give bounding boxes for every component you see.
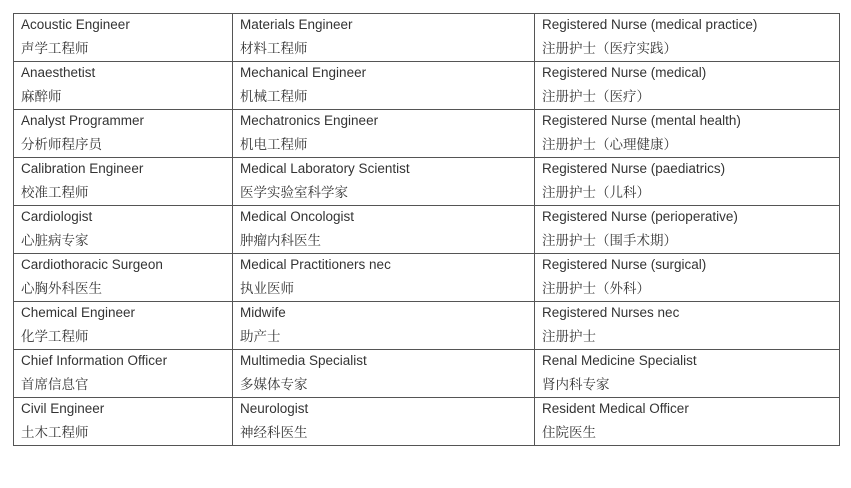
- occupation-en: Medical Laboratory Scientist: [240, 161, 410, 176]
- occupation-en: Anaesthetist: [21, 65, 96, 80]
- occupation-zh: 肾内科专家: [542, 377, 610, 393]
- occupation-zh: 分析师程序员: [21, 137, 102, 153]
- table-cell: [233, 398, 535, 446]
- occupation-en: Registered Nurse (paediatrics): [542, 161, 726, 176]
- table-cell: [14, 62, 233, 110]
- occupation-en: Medical Practitioners nec: [240, 257, 391, 272]
- occupation-zh: 心胸外科医生: [21, 281, 102, 297]
- table-row: [14, 398, 840, 446]
- table-cell: [233, 302, 535, 350]
- occupation-en: Registered Nurses nec: [542, 305, 680, 320]
- occupation-zh: 肿瘤内科医生: [240, 233, 321, 249]
- table-cell: [233, 14, 535, 62]
- table-row: [14, 254, 840, 302]
- table-cell: [233, 158, 535, 206]
- occupation-zh: 神经科医生: [240, 425, 308, 441]
- occupation-zh: 执业医师: [240, 281, 294, 297]
- table-cell: [14, 110, 233, 158]
- occupation-table-body: [14, 14, 840, 446]
- table-row: [14, 206, 840, 254]
- occupation-zh: 材料工程师: [240, 41, 308, 57]
- table-cell: [535, 350, 840, 398]
- occupation-en: Medical Oncologist: [240, 209, 355, 224]
- table-cell: [535, 158, 840, 206]
- occupation-zh: 注册护士（围手术期）: [542, 233, 677, 249]
- occupation-zh: 化学工程师: [21, 329, 89, 345]
- occupation-en: Registered Nurse (medical): [542, 65, 707, 80]
- occupation-en: Registered Nurse (perioperative): [542, 209, 738, 224]
- occupation-zh: 住院医生: [542, 425, 596, 441]
- occupation-en: Mechanical Engineer: [240, 65, 367, 80]
- occupation-zh: 医学实验室科学家: [240, 185, 348, 201]
- occupation-zh: 声学工程师: [21, 41, 89, 57]
- occupation-zh: 机械工程师: [240, 89, 308, 105]
- table-cell: [233, 206, 535, 254]
- table-cell: [14, 158, 233, 206]
- occupation-en: Acoustic Engineer: [21, 17, 130, 32]
- table-cell: [14, 206, 233, 254]
- occupation-table: [13, 13, 840, 446]
- occupation-en: Cardiothoracic Surgeon: [21, 257, 163, 272]
- occupation-en: Chief Information Officer: [21, 353, 168, 368]
- occupation-zh: 心脏病专家: [21, 233, 89, 249]
- table-cell: [233, 254, 535, 302]
- table-row: [14, 350, 840, 398]
- occupation-en: Midwife: [240, 305, 286, 320]
- occupation-zh: 助产士: [240, 329, 281, 345]
- table-cell: [535, 398, 840, 446]
- occupation-en: Analyst Programmer: [21, 113, 145, 128]
- occupation-en: Cardiologist: [21, 209, 93, 224]
- occupation-en: Registered Nurse (medical practice): [542, 17, 758, 32]
- table-row: [14, 110, 840, 158]
- occupation-en: Renal Medicine Specialist: [542, 353, 697, 368]
- table-cell: [14, 398, 233, 446]
- occupation-en: Chemical Engineer: [21, 305, 136, 320]
- occupation-en: Resident Medical Officer: [542, 401, 689, 416]
- occupation-en: Registered Nurse (surgical): [542, 257, 707, 272]
- table-cell: [535, 206, 840, 254]
- occupation-zh: 麻醉师: [21, 89, 62, 105]
- table-cell: [535, 302, 840, 350]
- occupation-en: Calibration Engineer: [21, 161, 144, 176]
- occupation-zh: 校准工程师: [21, 185, 89, 201]
- occupation-zh: 多媒体专家: [240, 377, 308, 393]
- occupation-zh: 注册护士（医疗实践）: [542, 41, 677, 57]
- occupation-zh: 注册护士（儿科）: [542, 185, 650, 201]
- table-cell: [535, 62, 840, 110]
- occupation-zh: 注册护士: [542, 329, 596, 345]
- table-cell: [14, 350, 233, 398]
- occupation-en: Materials Engineer: [240, 17, 353, 32]
- table-cell: [233, 110, 535, 158]
- occupation-zh: 注册护士（外科）: [542, 281, 650, 297]
- occupation-en: Multimedia Specialist: [240, 353, 367, 368]
- table-cell: [535, 110, 840, 158]
- table-row: [14, 62, 840, 110]
- table-cell: [14, 14, 233, 62]
- occupation-zh: 机电工程师: [240, 137, 308, 153]
- occupation-en: Neurologist: [240, 401, 309, 416]
- occupation-zh: 注册护士（医疗）: [542, 89, 650, 105]
- table-cell: [535, 254, 840, 302]
- table-cell: [233, 350, 535, 398]
- occupation-zh: 首席信息官: [21, 377, 89, 393]
- table-row: [14, 158, 840, 206]
- table-cell: [14, 302, 233, 350]
- table-row: [14, 14, 840, 62]
- occupation-zh: 注册护士（心理健康）: [542, 137, 677, 153]
- occupation-en: Civil Engineer: [21, 401, 105, 416]
- table-cell: [233, 62, 535, 110]
- table-cell: [14, 254, 233, 302]
- occupation-en: Mechatronics Engineer: [240, 113, 379, 128]
- occupation-en: Registered Nurse (mental health): [542, 113, 741, 128]
- occupation-zh: 土木工程师: [21, 425, 89, 441]
- table-row: [14, 302, 840, 350]
- table-cell: [535, 14, 840, 62]
